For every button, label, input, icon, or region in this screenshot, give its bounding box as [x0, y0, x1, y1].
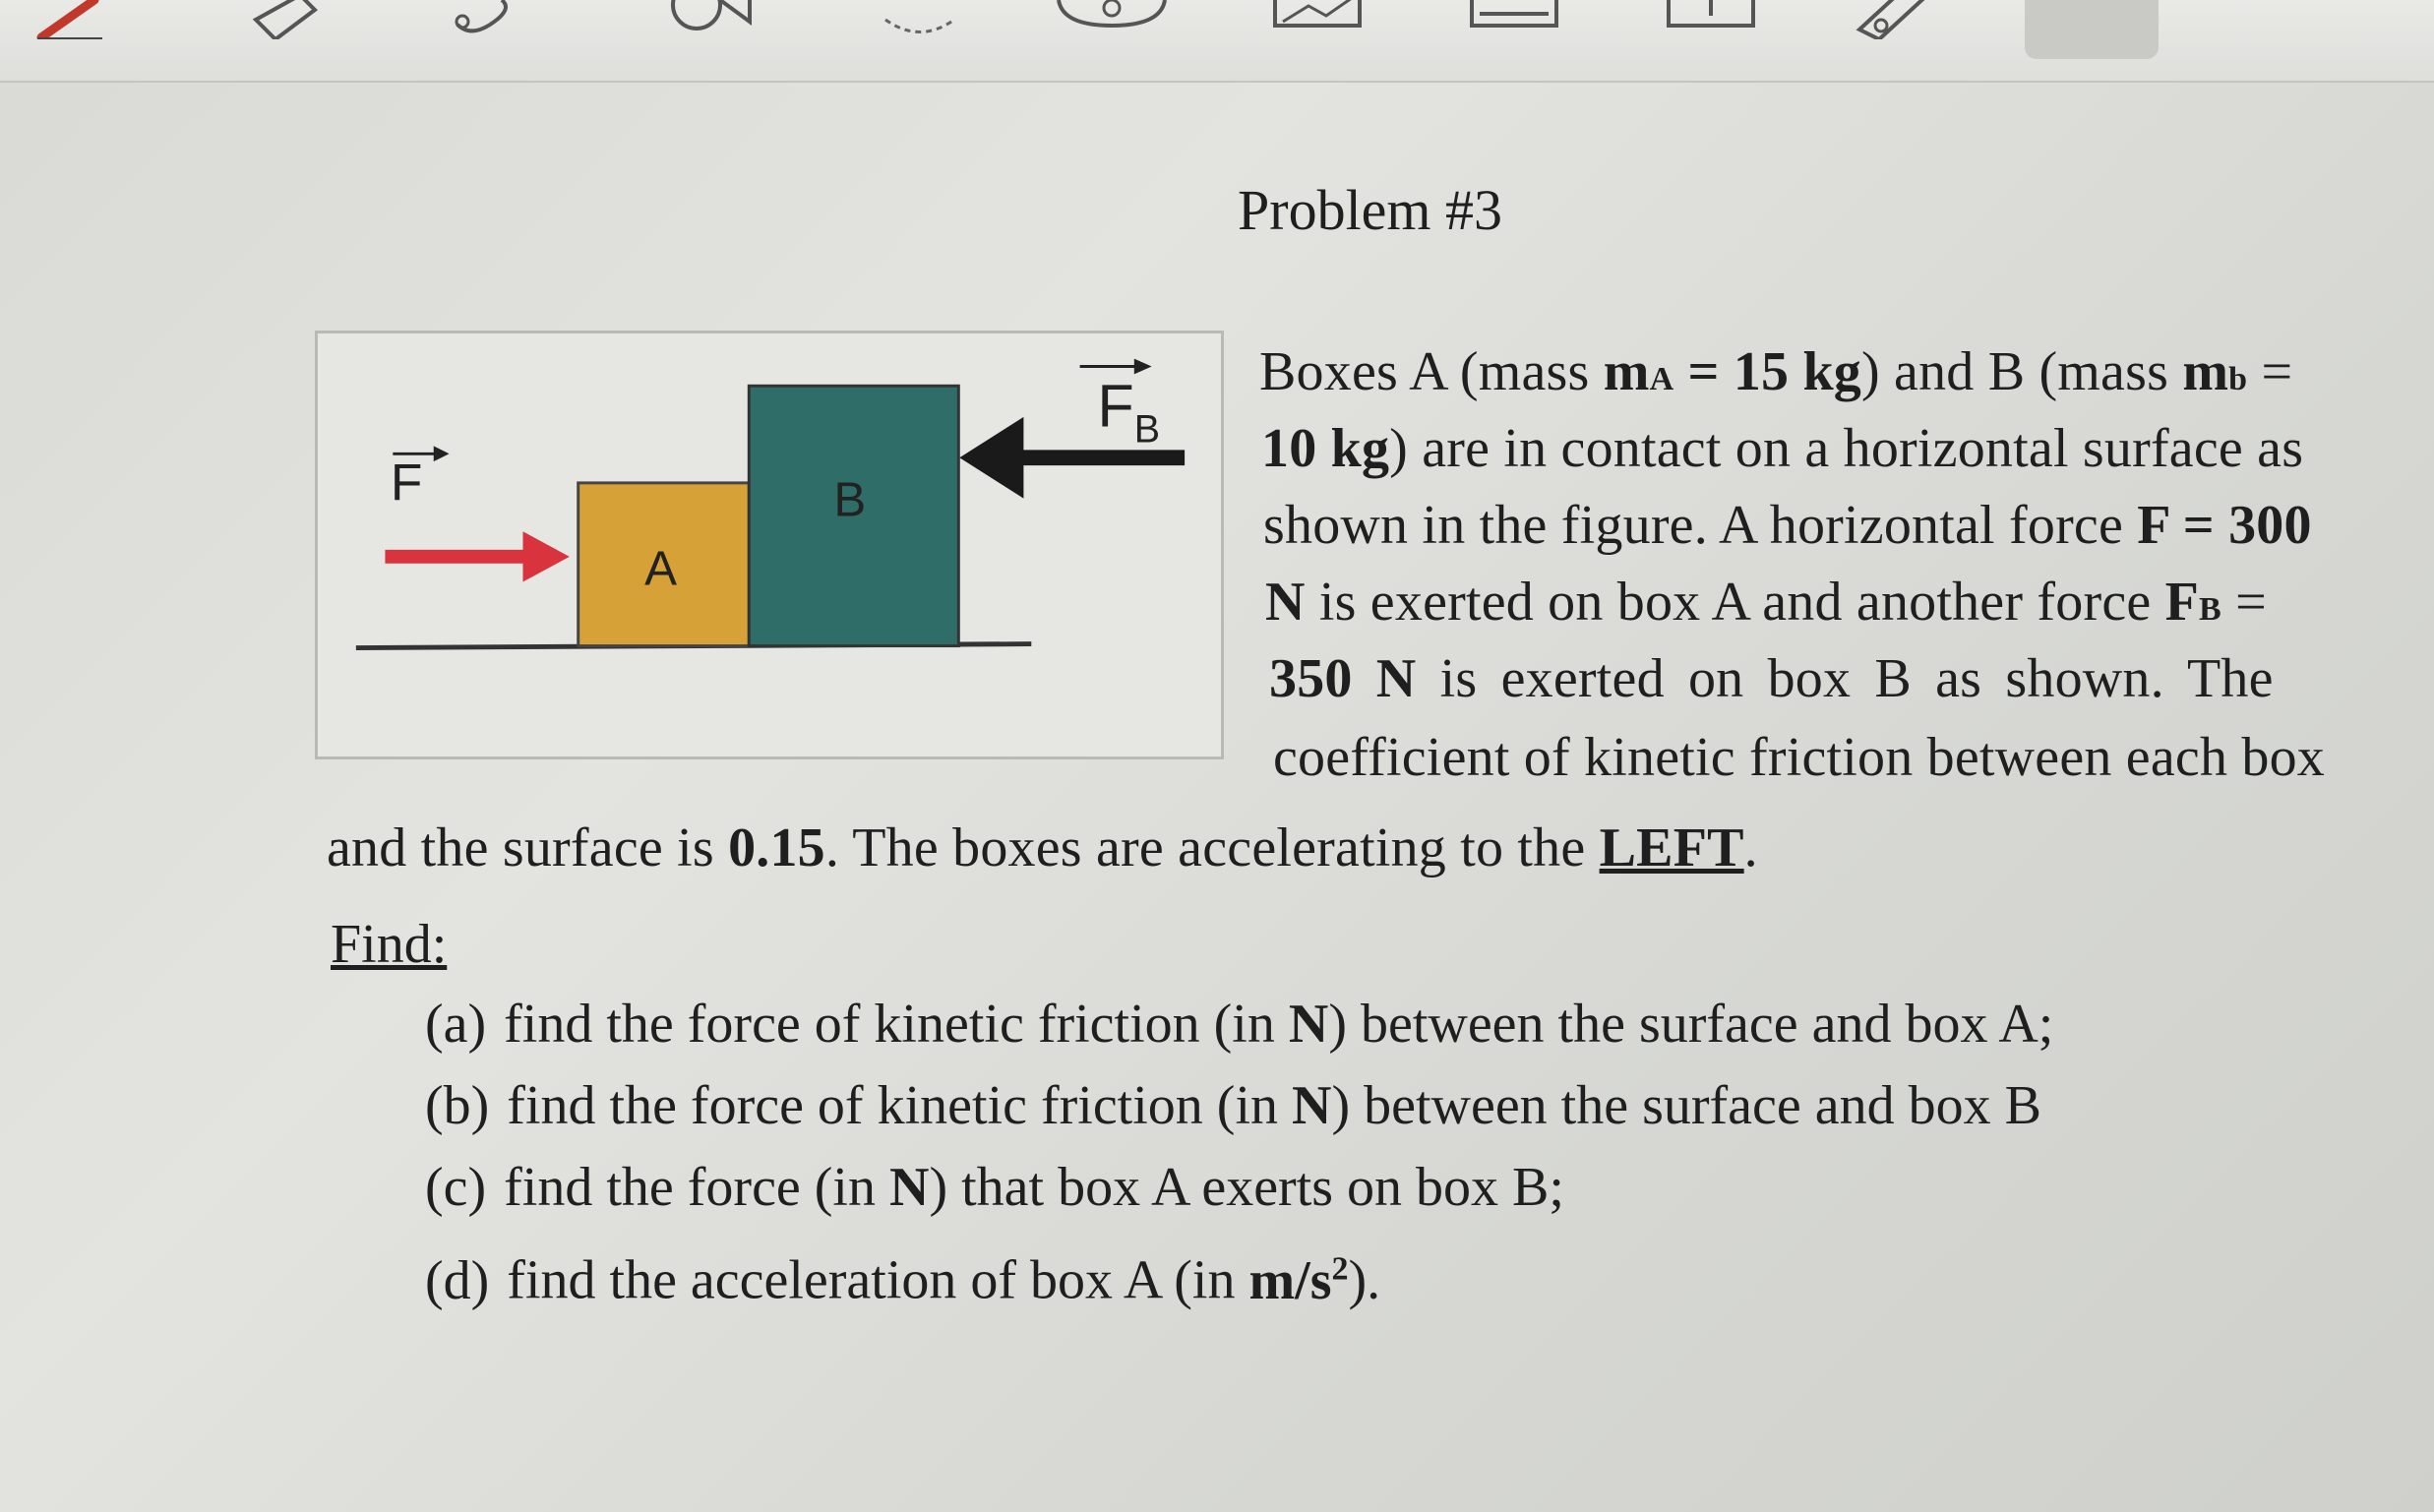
question-c: (c) find the force (in N) that box A exerts on box B;	[425, 1157, 1564, 1218]
paragraph-line-6: coefficient of kinetic friction between each box	[1273, 727, 2325, 788]
force-fb-subscript: B	[1133, 407, 1161, 452]
force-fb-label: F	[1097, 372, 1134, 440]
text-icon[interactable]	[876, 0, 964, 39]
problem-title: Problem #3	[1238, 178, 1503, 242]
force-f-arrowhead	[522, 531, 569, 581]
image-icon[interactable]	[1053, 0, 1171, 39]
boxes-diagram	[318, 333, 1221, 756]
paragraph-line-7: and the surface is 0.15. The boxes are accelerating to the LEFT.	[327, 817, 1758, 878]
annotation-toolbar	[0, 0, 2434, 83]
question-d: (d) find the acceleration of box A (in $m/s^2$).	[425, 1249, 1381, 1311]
force-f-label: F	[390, 454, 423, 513]
physics-figure	[315, 331, 1224, 759]
paragraph-line-5: 350 N is exerted on box B as shown. The	[1269, 648, 2274, 709]
shapes-icon[interactable]	[659, 0, 767, 39]
tag-icon[interactable]	[1850, 0, 1938, 39]
paragraph-line-2: 10 kg) are in contact on a horizontal surface as	[1261, 418, 2304, 479]
eraser-icon[interactable]	[246, 0, 335, 39]
question-a: (a) find the force of kinetic friction (in N) between the surface and box A;	[425, 994, 2054, 1055]
pen-icon[interactable]	[33, 0, 112, 39]
paragraph-line-1: Boxes A (mass mA = 15 kg) and B (mass mb =	[1259, 341, 2293, 402]
box-b-label: B	[833, 472, 867, 527]
chart-icon[interactable]	[1269, 0, 1368, 39]
questions-list	[425, 990, 2053, 1316]
paragraph-line-3: shown in the figure. A horizontal force F = 300	[1263, 495, 2312, 556]
lasso-icon[interactable]	[443, 0, 531, 39]
paragraph-line-4: N is exerted on box A and another force FB =	[1265, 572, 2267, 633]
toolbar-button[interactable]	[2025, 0, 2159, 59]
force-fb-arrowhead	[959, 417, 1023, 499]
box-a-label: A	[644, 541, 677, 596]
find-label: Find:	[331, 914, 448, 975]
question-b: (b) find the force of kinetic friction (in N) between the surface and box B	[425, 1075, 2041, 1136]
table-icon[interactable]	[1466, 0, 1564, 39]
insert-icon[interactable]	[1663, 0, 1761, 39]
